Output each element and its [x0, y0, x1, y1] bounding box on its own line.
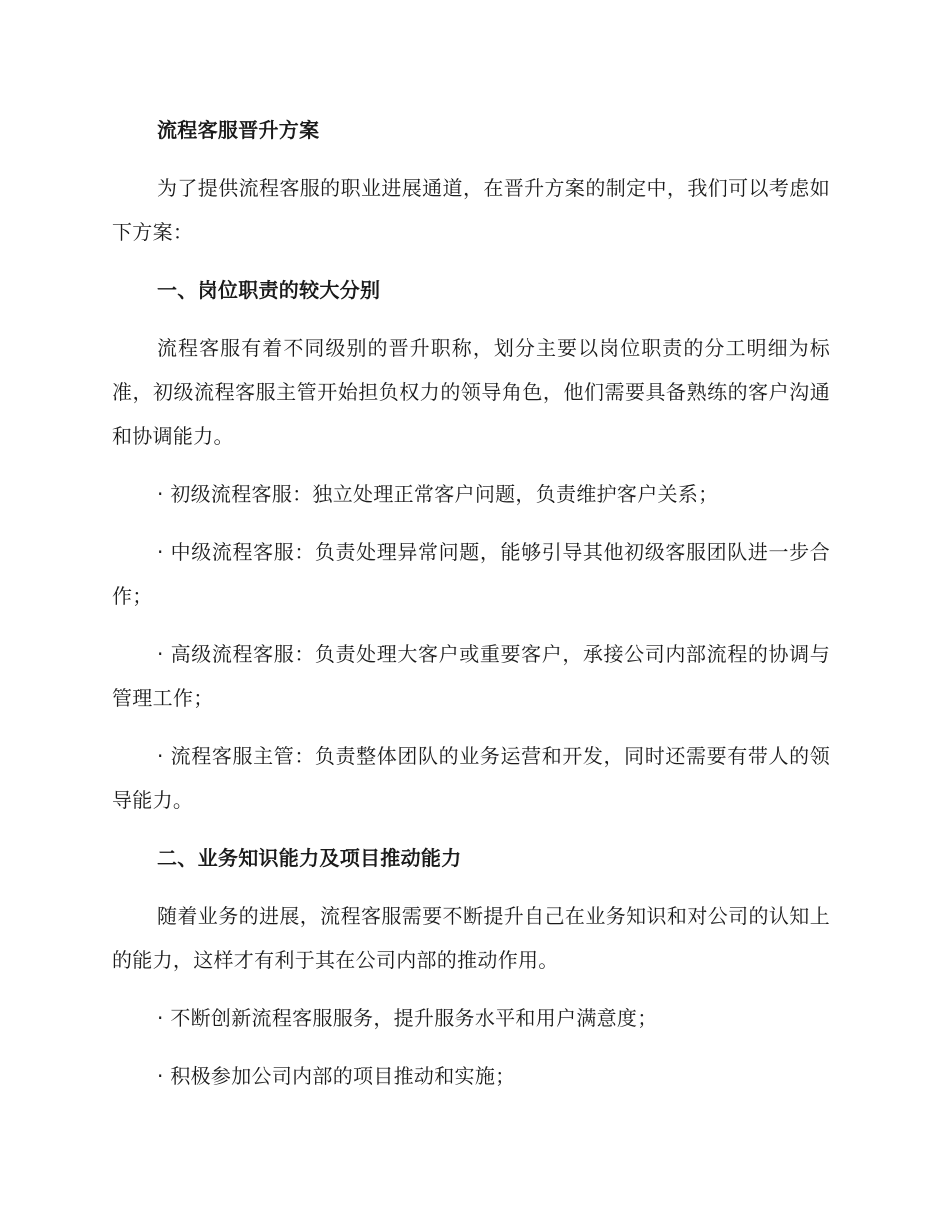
bullet-item-junior: · 初级流程客服：独立处理正常客户问题，负责维护客户关系；: [157, 482, 719, 506]
document-title: 流程客服晋升方案: [157, 118, 320, 142]
section-2-paragraph: 随着业务的进展，流程客服需要不断提升自己在业务知识和对公司的认知上的能力，这样才有利于其在公司内部的推动作用。: [112, 904, 830, 972]
bullet-item-intermediate: · 中级流程客服：负责处理异常问题，能够引导其他初级客服团队进一步合作；: [112, 540, 830, 608]
document-page: [112, 108, 830, 1112]
bullet-item-senior: · 高级流程客服：负责处理大客户或重要客户，承接公司内部流程的协调与管理工作；: [112, 642, 830, 710]
section-heading-2: 二、业务知识能力及项目推动能力: [157, 846, 462, 870]
section-heading-1: 一、岗位职责的较大分别: [157, 278, 381, 302]
bullet-item-projects: · 积极参加公司内部的项目推动和实施；: [157, 1064, 516, 1088]
intro-paragraph: 为了提供流程客服的职业进展通道，在晋升方案的制定中，我们可以考虑如下方案：: [112, 176, 830, 244]
section-1-paragraph: 流程客服有着不同级别的晋升职称，划分主要以岗位职责的分工明细为标准，初级流程客服主管开始担负权力的领导角色，他们需要具备熟练的客户沟通和协调能力。: [112, 336, 830, 448]
bullet-item-supervisor: · 流程客服主管：负责整体团队的业务运营和开发，同时还需要有带人的领导能力。: [112, 744, 830, 812]
bullet-item-innovation: · 不断创新流程客服服务，提升服务水平和用户满意度；: [157, 1006, 658, 1030]
